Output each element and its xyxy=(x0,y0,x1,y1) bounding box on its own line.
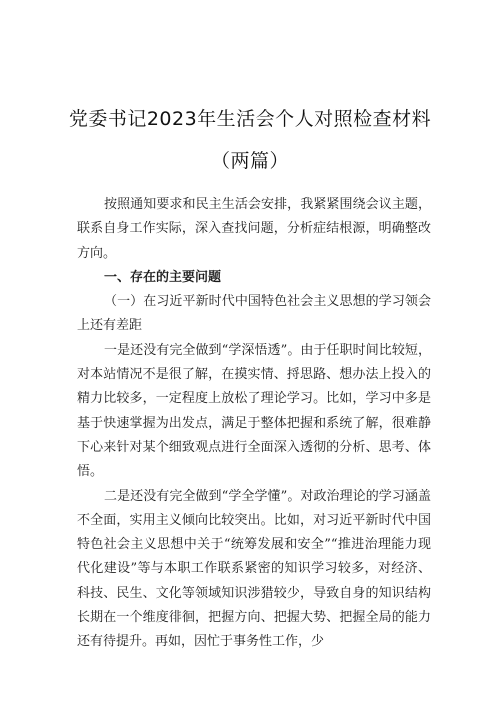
subsection-heading: （一）在习近平新时代中国特色社会主义思想的学习领会上还有差距 xyxy=(77,294,431,334)
document-subtitle: （两篇） xyxy=(210,150,289,172)
intro-paragraph: 按照通知要求和民主生活会安排，我紧紧围绕会议主题，联系自身工作实际，深入查找问题，分析症结根源，明确整改方向。 xyxy=(77,197,431,261)
body-paragraph: 一是还没有完全做到“学深悟透”。由于任职时间比较短，对本站情况不是很了解，在摸实情、捋思路、想办法上投入的精力比较多，一定程度上放松了理论学习。比如，学习中多是基于快速掌握为出发点，满足于整体把握和系统了解，很难静下心来针对某个细致观点进行全面深入透彻的分析、思考、体悟。 xyxy=(77,342,431,480)
body-paragraph: 二是还没有完全做到“学全学懂”。对政治理论的学习涵盖不全面，实用主义倾向比较突出。比如，对习近平新时代中国特色社会主义思想中关于“统筹发展和安全”“推进治理能力现代化建设”等与本职工作联系紧密的知识学习较多，对经济、科技、民生、文化等领域知识涉猎较少，导致自身的知识结构长期在一个维度徘徊，把握方向、把握大势、把握全局的能力还有待提升。再如，因忙于事务性工作，少 xyxy=(77,488,431,650)
document-body xyxy=(77,193,431,655)
document-title: 党委书记2023年生活会个人对照检查材料 xyxy=(68,108,432,130)
section-heading: 一、存在的主要问题 xyxy=(104,269,222,285)
